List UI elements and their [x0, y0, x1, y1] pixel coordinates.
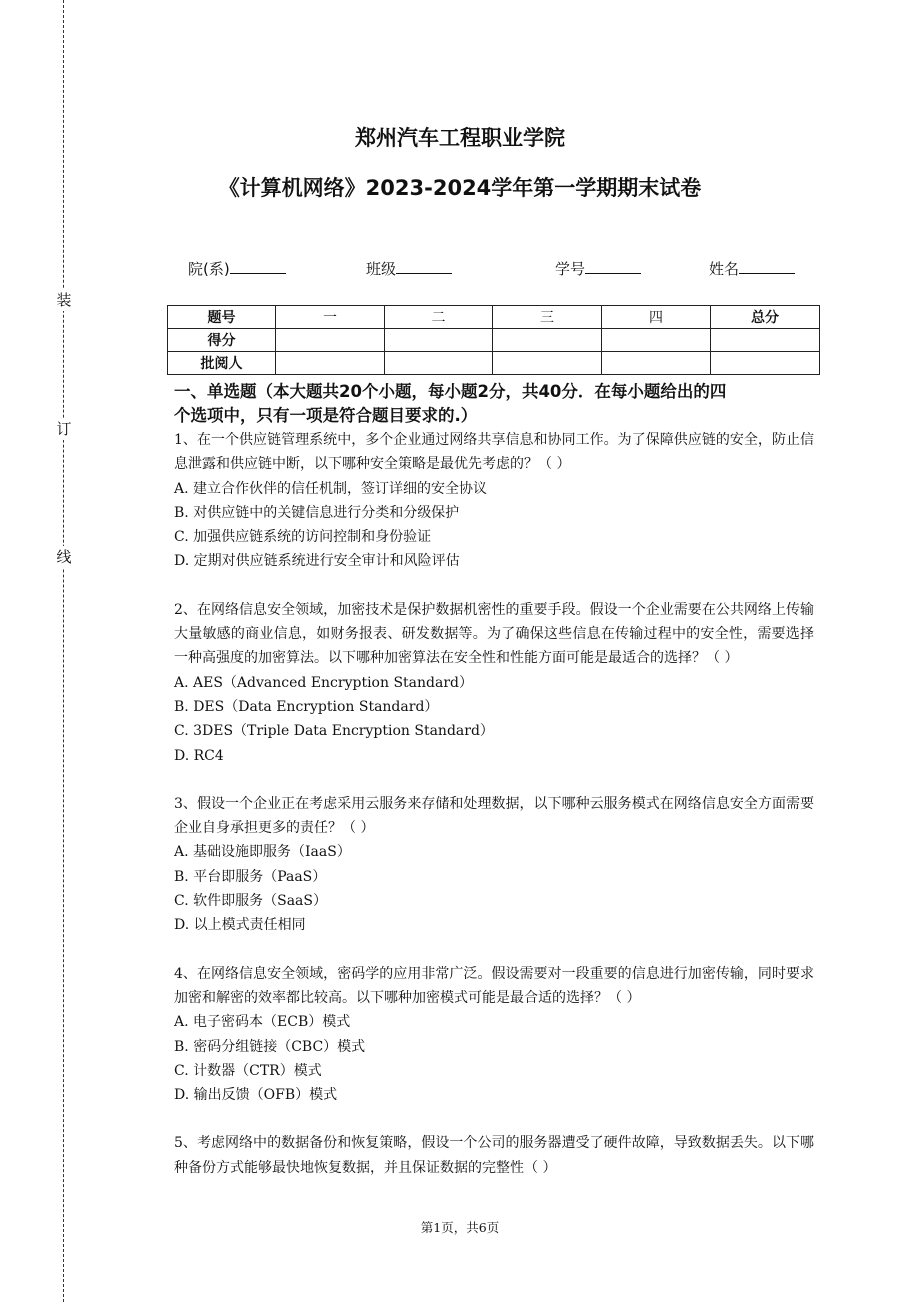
exam-title: 《计算机网络》2023-2024学年第一学期期末试卷 [218, 176, 702, 200]
score-col-2: 二 [385, 306, 493, 329]
option-a: A. 基础设施即服务（IaaS） [174, 844, 351, 861]
exam-content [174, 380, 814, 1180]
section-heading-line-2: 个选项中，只有一项是符合题目要求的.） [174, 406, 478, 425]
option-d: D. 输出反馈（OFB）模式 [174, 1087, 338, 1104]
score-row-label-score: 得分 [168, 329, 276, 352]
score-cell[interactable] [711, 329, 820, 352]
option-b: B. 密码分组链接（CBC）模式 [174, 1038, 366, 1055]
option-b: B. 平台即服务（PaaS） [174, 868, 327, 885]
option-c: C. 软件即服务（SaaS） [174, 893, 327, 910]
question-3 [174, 792, 814, 938]
question-1 [174, 428, 814, 574]
option-d: D. 定期对供应链系统进行安全审计和风险评估 [174, 553, 460, 570]
section-heading-line-1: 一、单选题（本大题共20个小题，每小题2分，共40分．在每小题给出的四 [174, 382, 727, 401]
score-col-4: 四 [602, 306, 711, 329]
student-id-blank[interactable] [585, 259, 641, 274]
binding-char-zhuang: 装 [56, 291, 72, 309]
option-c: C. 计数器（CTR）模式 [174, 1062, 322, 1079]
score-row-label-grader: 批阅人 [168, 352, 276, 375]
grader-cell[interactable] [385, 352, 493, 375]
question-4 [174, 962, 814, 1108]
score-cell[interactable] [493, 329, 602, 352]
name-field[interactable] [709, 258, 795, 279]
student-id-label: 学号 [555, 260, 586, 278]
option-d: D. 以上模式责任相同 [174, 917, 306, 934]
option-b: B. 对供应链中的关键信息进行分类和分级保护 [174, 504, 460, 521]
question-stem: 3、假设一个企业正在考虑采用云服务来存储和处理数据，以下哪种云服务模式在网络信息安全方面需要企业自身承担更多的责任？（ ） [174, 795, 814, 837]
question-stem: 5、考虑网络中的数据备份和恢复策略，假设一个公司的服务器遭受了硬件故障，导致数据丢失。以下哪种备份方式能够最快地恢复数据，并且保证数据的完整性（ ） [174, 1135, 814, 1176]
grader-cell[interactable] [602, 352, 711, 375]
score-table [167, 305, 820, 375]
option-a: A. AES（Advanced Encryption Standard） [174, 674, 473, 691]
score-row-label-number: 题号 [168, 306, 276, 329]
score-col-total: 总分 [711, 306, 820, 329]
grader-cell[interactable] [276, 352, 385, 375]
option-c: C. 加强供应链系统的访问控制和身份验证 [174, 529, 432, 546]
department-blank[interactable] [230, 259, 286, 274]
question-stem: 2、在网络信息安全领域，加密技术是保护数据机密性的重要手段。假设一个企业需要在公共网络上传输大量敏感的商业信息，如财务报表、研发数据等。为了确保这些信息在传输过程中的安全性，需要选择一种高强度的加密算法。以下哪种加密算法在安全性和性能方面可能是最适合的选择？（ ） [174, 601, 814, 667]
option-a: A. 建立合作伙伴的信任机制，签订详细的安全协议 [174, 480, 488, 497]
question-stem: 4、在网络信息安全领域，密码学的应用非常广泛。假设需要对一段重要的信息进行加密传输，同时要求加密和解密的效率都比较高。以下哪种加密模式可能是最合适的选择？（ ） [174, 965, 814, 1006]
school-name: 郑州汽车工程职业学院 [355, 126, 565, 150]
binding-char-ding: 订 [56, 420, 72, 438]
department-field[interactable] [188, 258, 286, 279]
name-label: 姓名 [709, 260, 740, 278]
binding-char-xian: 线 [56, 548, 72, 566]
score-col-1: 一 [276, 306, 385, 329]
score-cell[interactable] [385, 329, 493, 352]
score-table-header-row [168, 306, 820, 329]
page-footer: 第1页，共6页 [420, 1220, 500, 1235]
class-blank[interactable] [396, 259, 452, 274]
score-table-grader-row [168, 352, 820, 375]
option-d: D. RC4 [174, 747, 224, 764]
option-c: C. 3DES（Triple Data Encryption Standard） [174, 723, 494, 740]
question-2 [174, 598, 814, 768]
student-info-row [0, 258, 920, 282]
question-stem: 1、在一个供应链管理系统中，多个企业通过网络共享信息和协同工作。为了保障供应链的安全，防止信息泄露和供应链中断，以下哪种安全策略是最优先考虑的？（ ） [174, 432, 814, 473]
option-b: B. DES（Data Encryption Standard） [174, 698, 439, 715]
name-blank[interactable] [739, 259, 795, 274]
question-5 [174, 1131, 814, 1180]
class-field[interactable] [366, 258, 452, 279]
department-label: 院(系) [188, 260, 230, 278]
student-id-field[interactable] [555, 258, 641, 279]
option-a: A. 电子密码本（ECB）模式 [174, 1014, 351, 1031]
score-cell[interactable] [602, 329, 711, 352]
score-cell[interactable] [276, 329, 385, 352]
class-label: 班级 [366, 260, 397, 278]
score-col-3: 三 [493, 306, 602, 329]
grader-cell[interactable] [493, 352, 602, 375]
grader-cell[interactable] [711, 352, 820, 375]
score-table-score-row [168, 329, 820, 352]
